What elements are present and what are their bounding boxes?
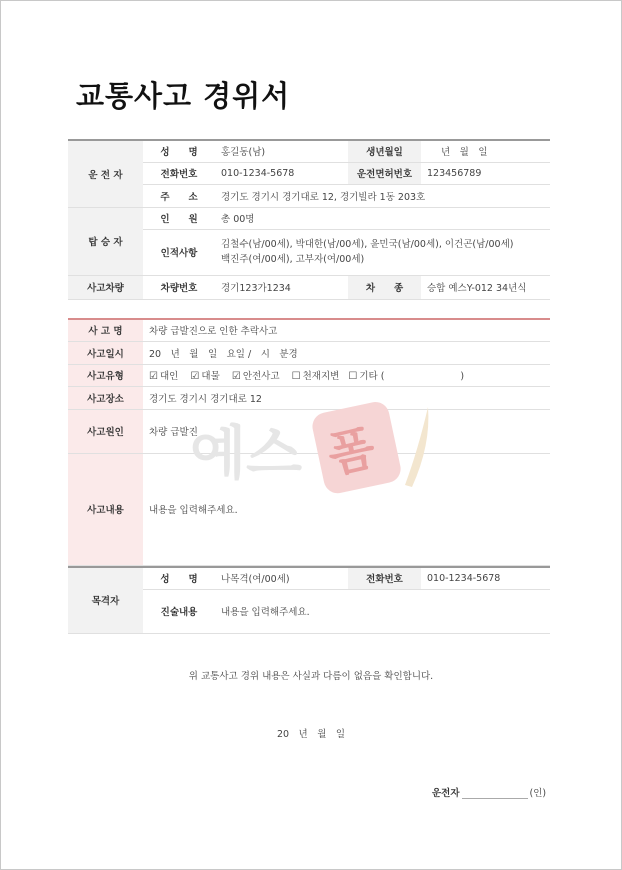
driver-birth-label: 생년월일 bbox=[348, 140, 421, 162]
witness-statement-label: 진술내용 bbox=[143, 589, 215, 633]
driver-license-value: 123456789 bbox=[421, 162, 550, 184]
passenger-detail-line-1: 김철수(남/00세), 박대한(남/00세), 윤민국(남/00세), 이건곤(남/00세) bbox=[221, 239, 514, 250]
accident-cause-label: 사고원인 bbox=[68, 409, 143, 453]
accident-type-options bbox=[143, 364, 550, 386]
type-option-5[interactable]: ☐ 기타 ( ) bbox=[348, 371, 465, 382]
checkbox-checked-icon: ☑ bbox=[190, 371, 200, 382]
type-option-2[interactable]: ☑ 대물 bbox=[190, 371, 220, 382]
accident-datetime-label: 사고일시 bbox=[68, 341, 143, 364]
driver-name-value: 홍길동(남) bbox=[215, 140, 348, 162]
accident-content-label: 사고내용 bbox=[68, 453, 143, 565]
signature-line bbox=[432, 785, 546, 799]
accident-cause-value[interactable]: 차량 급발진 bbox=[143, 409, 550, 453]
passenger-count-label: 인 원 bbox=[143, 207, 215, 229]
driver-info-table bbox=[68, 139, 550, 300]
accident-place-value: 경기도 경기시 경기대로 12 bbox=[143, 386, 550, 409]
accident-content-value[interactable]: 내용을 입력해주세요. bbox=[143, 453, 550, 565]
signature-field[interactable] bbox=[462, 788, 528, 799]
witness-statement-value[interactable]: 내용을 입력해주세요. bbox=[215, 589, 550, 633]
vehicle-type-label: 차 종 bbox=[348, 275, 421, 299]
watermark-logo bbox=[190, 395, 450, 505]
checkbox-empty-icon: ☐ bbox=[291, 371, 301, 382]
accident-place-label: 사고장소 bbox=[68, 386, 143, 409]
accident-type-label: 사고유형 bbox=[68, 364, 143, 386]
driver-phone-value: 010-1234-5678 bbox=[215, 162, 348, 184]
vehicle-section-header: 사고차량 bbox=[68, 275, 143, 299]
driver-phone-label: 전화번호 bbox=[143, 162, 215, 184]
witness-name-label: 성 명 bbox=[143, 567, 215, 589]
driver-birth-value: 년 월 일 bbox=[421, 140, 550, 162]
vehicle-plate-label: 차량번호 bbox=[143, 275, 215, 299]
witness-phone-value: 010-1234-5678 bbox=[421, 567, 550, 589]
driver-license-label: 운전면허번호 bbox=[348, 162, 421, 184]
checkbox-checked-icon: ☑ bbox=[149, 371, 158, 382]
driver-section-header: 운 전 자 bbox=[68, 140, 143, 207]
accident-datetime-value: 20 년 월 일 요일 / 시 분경 bbox=[143, 341, 550, 364]
type-option-3[interactable]: ☑ 안전사고 bbox=[231, 371, 280, 382]
driver-name-label: 성 명 bbox=[143, 140, 215, 162]
signer-label: 운전자 bbox=[432, 788, 460, 799]
passenger-detail-line-2: 백진주(여/00세), 고부자(여/00세) bbox=[221, 254, 365, 265]
svg-text:예스: 예스 bbox=[190, 419, 303, 487]
driver-address-value: 경기도 경기시 경기대로 12, 경기빌라 1동 203호 bbox=[215, 184, 550, 207]
witness-phone-label: 전화번호 bbox=[348, 567, 421, 589]
witness-name-value: 나목격(여/00세) bbox=[215, 567, 348, 589]
svg-text:폼: 폼 bbox=[322, 419, 380, 484]
checkbox-checked-icon: ☑ bbox=[231, 371, 241, 382]
confirmation-statement: 위 교통사고 경위 내용은 사실과 다름이 없음을 확인합니다. bbox=[188, 671, 434, 682]
passenger-detail-value bbox=[215, 229, 550, 275]
document-date: 20 년 월 일 bbox=[276, 729, 346, 740]
passenger-count-value: 총 00명 bbox=[215, 207, 550, 229]
seal-mark: (인) bbox=[529, 788, 547, 799]
witness-info-table bbox=[68, 566, 550, 634]
checkbox-empty-icon: ☐ bbox=[348, 371, 358, 382]
passenger-detail-label: 인적사항 bbox=[143, 229, 215, 275]
witness-section-header: 목격자 bbox=[68, 567, 143, 633]
type-option-4[interactable]: ☐ 천재지변 bbox=[291, 371, 340, 382]
document-title: 교통사고 경위서 bbox=[76, 79, 291, 113]
accident-name-label: 사 고 명 bbox=[68, 319, 143, 341]
driver-address-label: 주 소 bbox=[143, 184, 215, 207]
vehicle-plate-value: 경기123가1234 bbox=[215, 275, 348, 299]
vehicle-type-value: 승합 예스Y-012 34년식 bbox=[421, 275, 550, 299]
type-option-1[interactable]: ☑ 대인 bbox=[149, 371, 179, 382]
accident-name-value: 차량 급발진으로 인한 추락사고 bbox=[143, 319, 550, 341]
passenger-section-header: 탑 승 자 bbox=[68, 207, 143, 275]
